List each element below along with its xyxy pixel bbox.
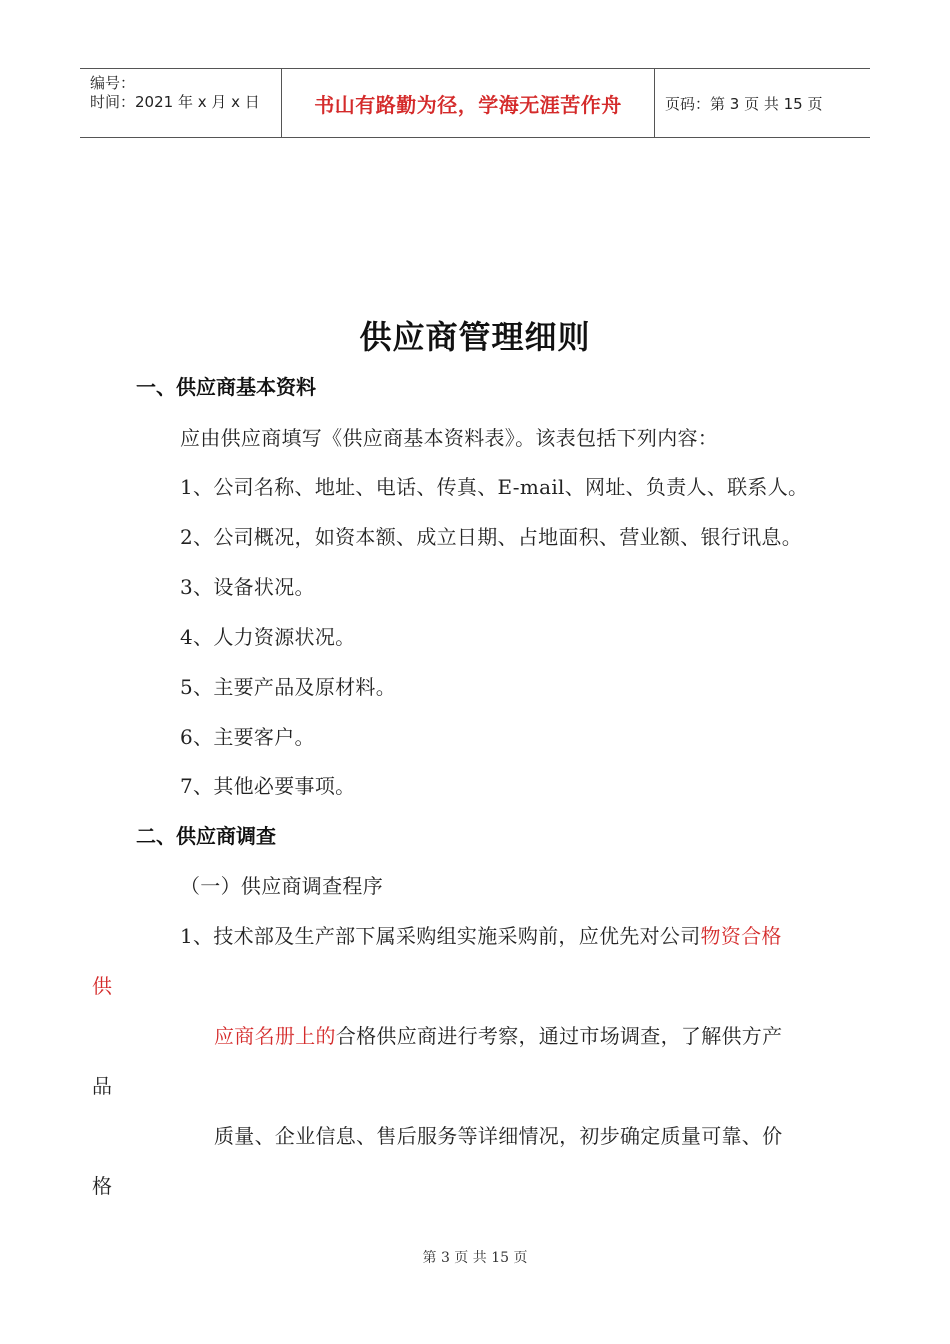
page-info: 页码：第 3 页 共 15 页 [665, 94, 823, 113]
document-title: 供应商管理细则 [359, 318, 591, 356]
time-label: 时间：2021 年 x 月 x 日 [90, 93, 260, 111]
motto-cell [282, 69, 655, 137]
section2-subheading: （一）供应商调查程序 [180, 874, 383, 898]
paragraph-line-1 [180, 920, 782, 949]
list-item: 2、公司概况，如资本额、成立日期、占地面积、营业额、银行讯息。 [180, 525, 803, 549]
highlighted-text: 应商名册上的 [214, 1024, 336, 1048]
highlighted-text: 物资合格 [700, 924, 782, 948]
list-item: 4、人力资源状况。 [180, 625, 356, 649]
header-info-cell [80, 69, 282, 137]
wrapped-char: 品 [92, 1074, 113, 1098]
motto-text: 书山有路勤为径，学海无涯苦作舟 [314, 92, 622, 117]
section2-heading: 二、供应商调查 [136, 824, 276, 848]
paragraph-text: 合格供应商进行考察，通过市场调查，了解供方产 [335, 1024, 783, 1048]
page-info-cell [655, 69, 870, 137]
list-item: 5、主要产品及原材料。 [180, 675, 397, 699]
list-item: 1、公司名称、地址、电话、传真、E-mail、网址、负责人、联系人。 [180, 475, 809, 499]
paragraph-text: 1、技术部及生产部下属采购组实施采购前，应优先对公司 [180, 924, 701, 948]
list-item: 7、其他必要事项。 [180, 774, 356, 798]
code-label: 编号： [90, 74, 136, 92]
section1-intro: 应由供应商填写《供应商基本资料表》。该表包括下列内容： [180, 426, 719, 450]
wrapped-char: 格 [92, 1174, 113, 1198]
header-table [80, 68, 870, 138]
section1-heading: 一、供应商基本资料 [136, 375, 316, 399]
paragraph-line-2 [214, 1020, 782, 1049]
wrapped-char: 供 [92, 974, 113, 998]
list-item: 3、设备状况。 [180, 575, 315, 599]
page-footer: 第 3 页 共 15 页 [422, 1250, 528, 1266]
list-item: 6、主要客户。 [180, 725, 315, 749]
paragraph-line-3: 质量、企业信息、售后服务等详细情况，初步确定质量可靠、价 [214, 1124, 783, 1148]
